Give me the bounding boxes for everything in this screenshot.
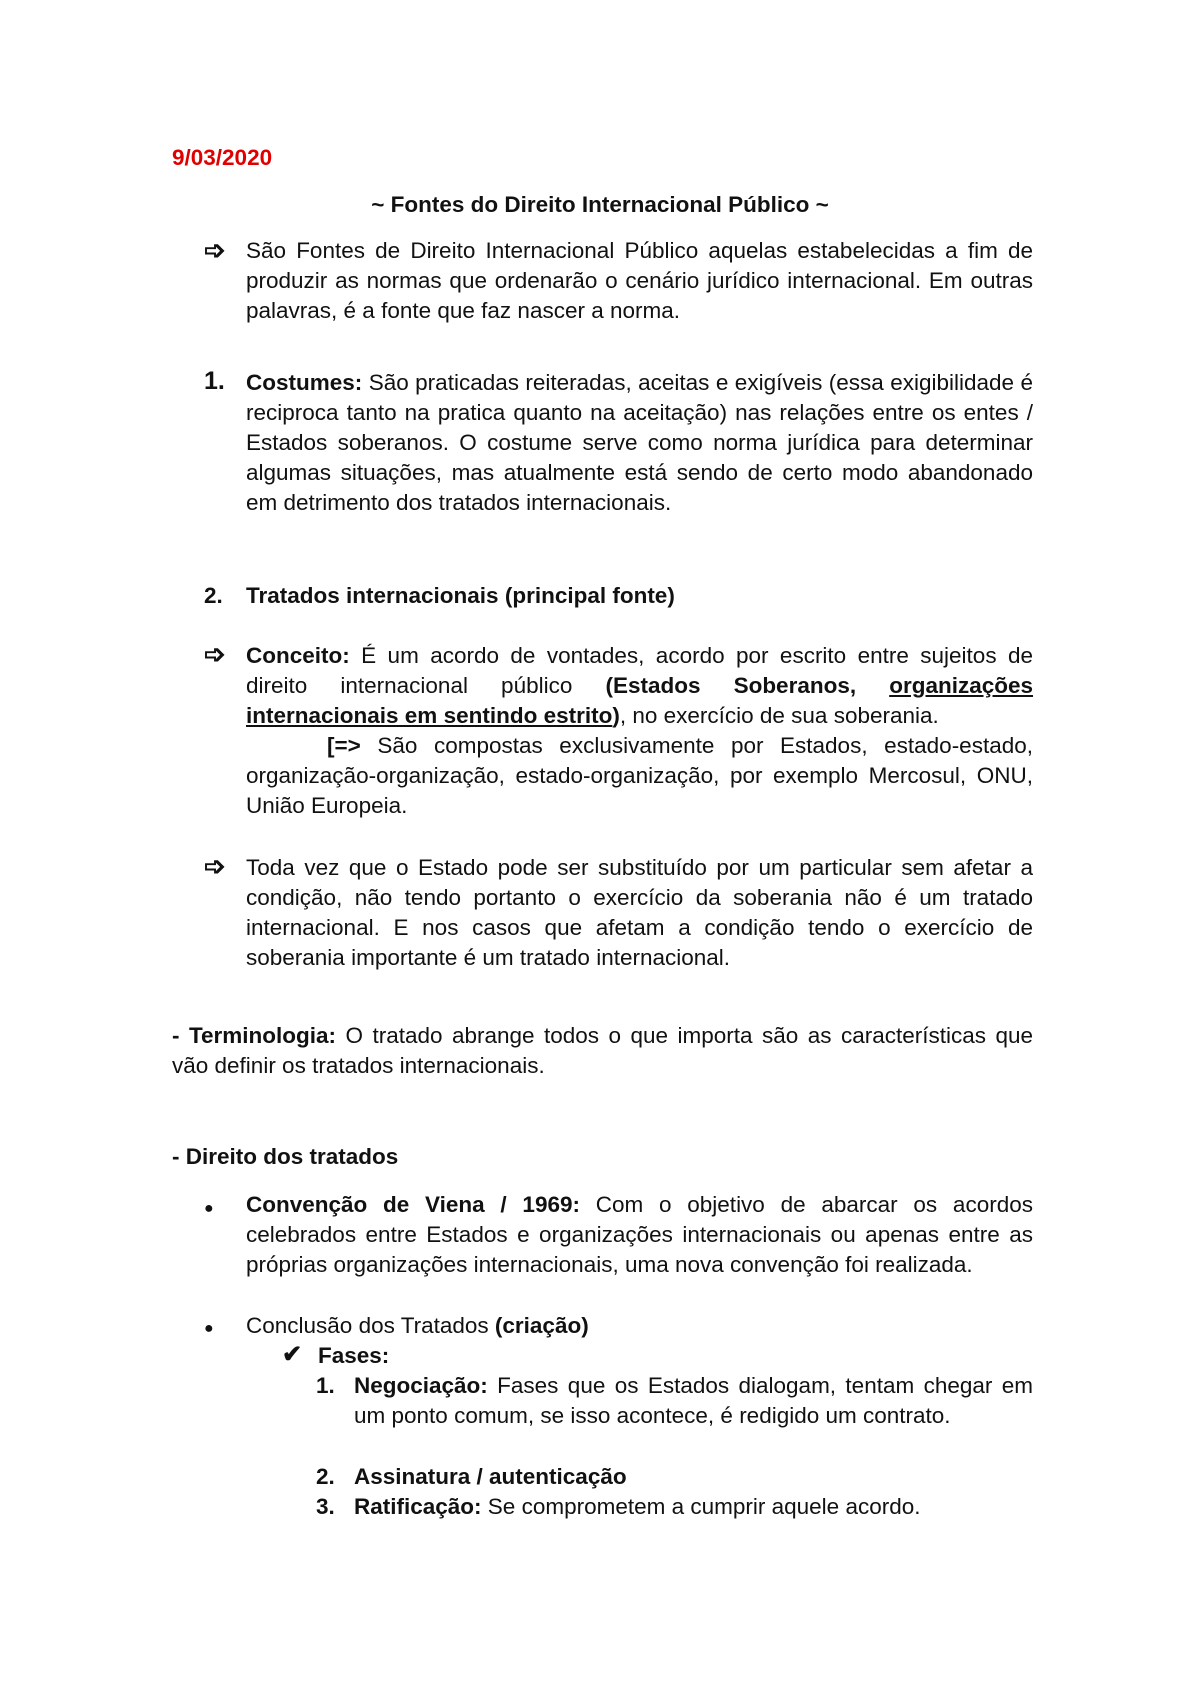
fase3-label: Ratificação: [354,1494,482,1519]
fases-heading: Fases: [318,1343,390,1368]
conceito-text-b: , no exercício de sua soberania. [619,703,939,728]
conclusao-text: Conclusão dos Tratados [246,1313,495,1338]
fase2-number: 2. [316,1464,335,1489]
fase1-label: Negociação: [354,1373,488,1398]
item1-number: 1. [204,367,225,395]
item1-paragraph [246,368,1033,518]
document-date: 9/03/2020 [172,145,273,170]
direito-tratados-heading: - Direito dos tratados [172,1144,399,1169]
terminologia-label: - Terminologia: [172,1023,337,1048]
conceito-paragraph [246,641,1033,821]
viena-paragraph [246,1190,1033,1280]
note-mark: [=> [327,733,361,758]
toda-vez-paragraph: Toda vez que o Estado pode ser substituído por um particular sem afetar a condição, não tendo portanto o exercício da soberania não é um tratado internacional. E nos casos que afetam a condição tendo o exercício de soberania importante é um tratado internacional. [246,855,1033,970]
fase1-number: 1. [316,1373,335,1398]
note-text: São compostas exclusivamente por Estados, estado-estado, organização-organização, estado-organização, por exemplo Mercosul, ONU, União Europeia. [246,733,1033,818]
arrow-icon: ➩ [204,639,226,669]
fase2-label: Assinatura / autenticação [354,1464,627,1489]
viena-label: Convenção de Viena / 1969: [246,1192,580,1217]
arrow-icon: ➩ [204,851,226,881]
arrow-icon: ➩ [204,235,226,265]
viena-text: Com o objetivo de abarcar os acordos celebrados entre Estados e organizações internacionais ou apenas entre as próprias organizações internacionais, uma nova convenção foi realizada. [246,1192,1033,1277]
conclusao-paragraph [246,1311,1033,1341]
conceito-bold-b: ) [612,703,620,728]
fase1-text: Fases que os Estados dialogam, tentam chegar em um ponto comum, se isso acontece, é redigido um contrato. [354,1373,1033,1428]
intro-paragraph: São Fontes de Direito Internacional Público aquelas estabelecidas a fim de produzir as normas que ordenarão o cenário jurídico internacional. Em outras palavras, é a fonte que faz nascer a norma. [246,238,1033,323]
terminologia-text: O tratado abrange todos o que importa são as características que vão definir os tratados internacionais. [172,1023,1033,1078]
checkmark-icon: ✔ [282,1341,303,1368]
item1-text: São praticadas reiteradas, aceitas e exigíveis (essa exigibilidade é reciproca tanto na pratica quanto na aceitação) nas relações entre os entes / Estados soberanos. O costume serve como norma jurídica para determinar algumas situações, mas atualmente está sendo de certo modo abandonado em detrimento dos tratados internacionais. [246,370,1033,515]
conceito-bold-underline: organizações internacionais em sentindo estrito [246,673,1034,728]
fase1-paragraph [354,1371,1033,1431]
conclusao-bold: (criação) [494,1313,589,1338]
item2-number: 2. [204,583,223,608]
fase3-paragraph [354,1492,1033,1522]
conceito-label: Conceito: [246,643,350,668]
document-title: ~ Fontes do Direito Internacional Público ~ [371,192,829,217]
conceito-text-a: É um acordo de vontades, acordo por escrito entre sujeitos de direito internacional público [246,643,1033,698]
bullet-icon: ● [204,1320,214,1337]
item1-label: Costumes: [246,370,363,395]
conceito-bold-a: (Estados Soberanos, [605,673,890,698]
item2-heading: Tratados internacionais (principal fonte) [246,583,675,608]
fase3-number: 3. [316,1494,335,1519]
fase3-text: Se comprometem a cumprir aquele acordo. [481,1494,921,1519]
terminologia-paragraph [172,1021,1033,1081]
bullet-icon: ● [204,1200,214,1217]
